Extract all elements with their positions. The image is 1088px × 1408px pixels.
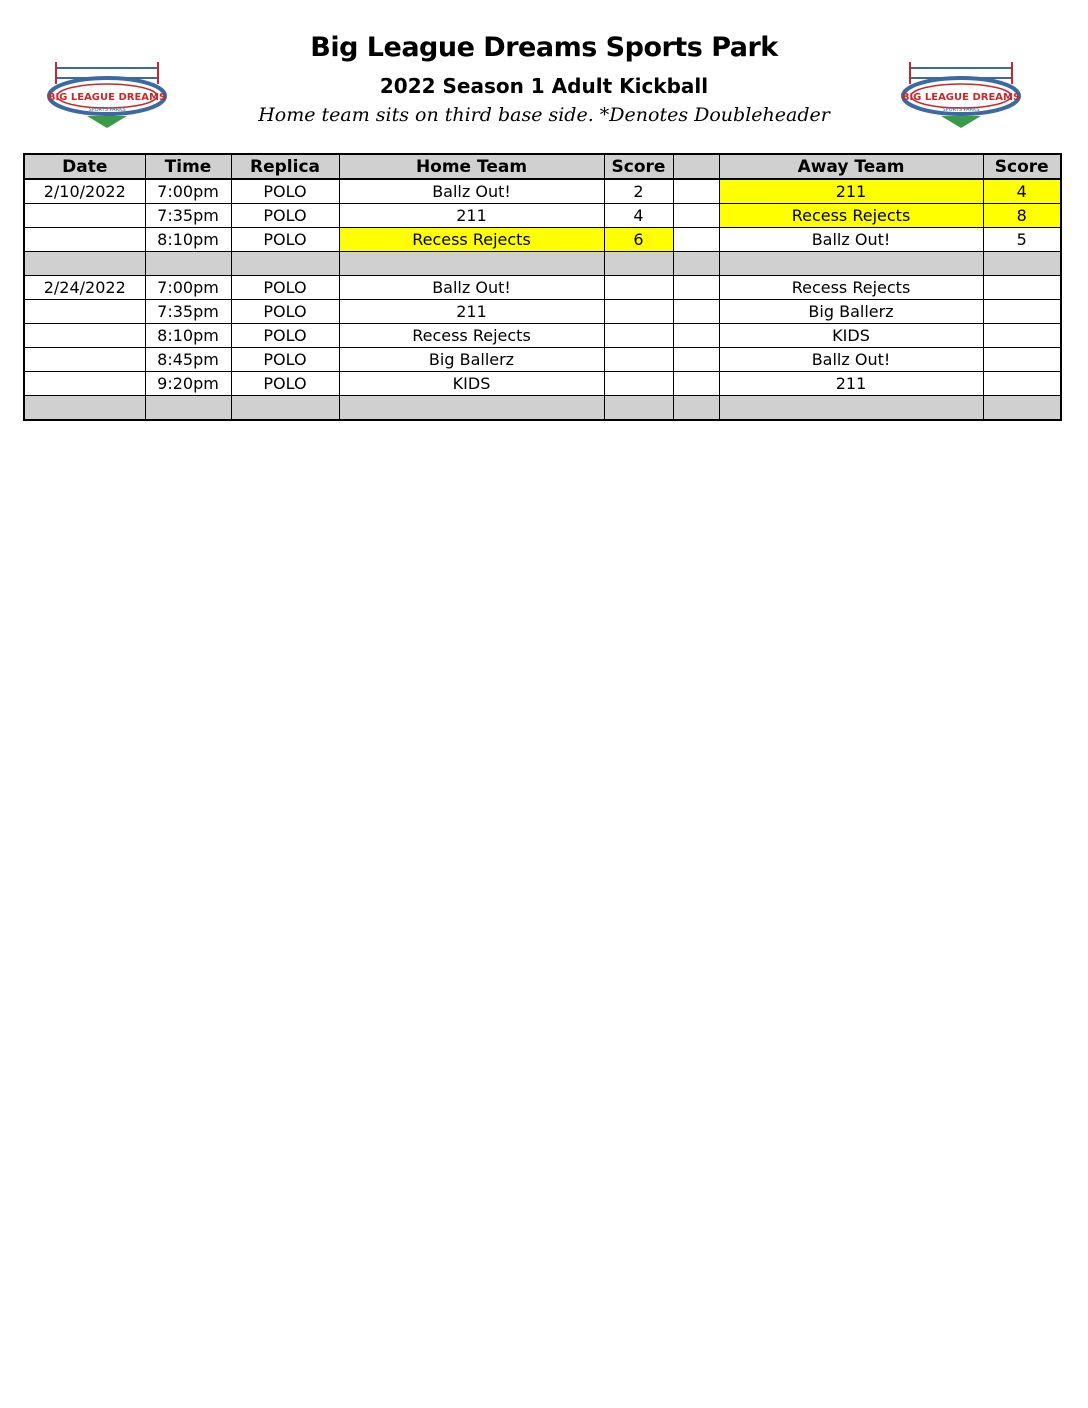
column-header-away-team: Away Team — [719, 154, 983, 179]
svg-text:BIG LEAGUE DREAMS: BIG LEAGUE DREAMS — [901, 92, 1021, 103]
blank-cell — [983, 252, 1061, 276]
replica-cell: POLO — [231, 324, 339, 348]
svg-text:SPORTS PARKS: SPORTS PARKS — [942, 107, 980, 113]
blank-cell — [719, 252, 983, 276]
time-cell: 7:35pm — [145, 300, 231, 324]
date-cell — [24, 300, 145, 324]
replica-cell: POLO — [231, 228, 339, 252]
away-score-cell — [983, 324, 1061, 348]
page-subtitle: 2022 Season 1 Adult Kickball — [379, 74, 709, 98]
table-row — [24, 348, 1061, 372]
table-row — [24, 228, 1061, 252]
time-cell: 7:35pm — [145, 204, 231, 228]
date-cell — [24, 204, 145, 228]
replica-cell: POLO — [231, 348, 339, 372]
home-team-cell: 211 — [339, 204, 604, 228]
column-header-date: Date — [24, 154, 145, 179]
date-cell — [24, 324, 145, 348]
blank-separator-row — [24, 396, 1061, 421]
time-cell: 8:10pm — [145, 228, 231, 252]
time-cell: 9:20pm — [145, 372, 231, 396]
spacer-cell — [673, 348, 719, 372]
home-team-cell: Ballz Out! — [339, 276, 604, 300]
home-team-cell: Ballz Out! — [339, 179, 604, 204]
spacer-cell — [673, 276, 719, 300]
blank-cell — [604, 396, 673, 421]
column-header-spacer — [673, 154, 719, 179]
away-team-cell: Ballz Out! — [719, 348, 983, 372]
column-header-home-score: Score — [604, 154, 673, 179]
home-score-cell: 6 — [604, 228, 673, 252]
replica-cell: POLO — [231, 204, 339, 228]
away-team-cell: Big Ballerz — [719, 300, 983, 324]
away-team-cell: Recess Rejects — [719, 204, 983, 228]
blank-separator-row — [24, 252, 1061, 276]
blank-cell — [719, 396, 983, 421]
home-score-cell — [604, 372, 673, 396]
away-team-cell: Recess Rejects — [719, 276, 983, 300]
away-score-cell — [983, 348, 1061, 372]
away-score-cell: 8 — [983, 204, 1061, 228]
away-score-cell: 5 — [983, 228, 1061, 252]
away-team-cell: Ballz Out! — [719, 228, 983, 252]
date-cell — [24, 228, 145, 252]
home-team-cell: Big Ballerz — [339, 348, 604, 372]
away-score-cell — [983, 276, 1061, 300]
column-header-home-team: Home Team — [339, 154, 604, 179]
blank-cell — [145, 396, 231, 421]
home-score-cell — [604, 300, 673, 324]
blank-cell — [673, 252, 719, 276]
table-row — [24, 276, 1061, 300]
home-team-cell: KIDS — [339, 372, 604, 396]
away-team-cell: 211 — [719, 179, 983, 204]
spacer-cell — [673, 324, 719, 348]
table-row — [24, 300, 1061, 324]
date-cell — [24, 372, 145, 396]
table-row — [24, 324, 1061, 348]
blank-cell — [983, 396, 1061, 421]
home-team-cell: Recess Rejects — [339, 228, 604, 252]
table-row — [24, 204, 1061, 228]
blank-cell — [145, 252, 231, 276]
away-score-cell: 4 — [983, 179, 1061, 204]
spacer-cell — [673, 372, 719, 396]
column-header-replica: Replica — [231, 154, 339, 179]
time-cell: 7:00pm — [145, 179, 231, 204]
time-cell: 7:00pm — [145, 276, 231, 300]
table-row — [24, 179, 1061, 204]
spacer-cell — [673, 300, 719, 324]
date-cell: 2/24/2022 — [24, 276, 145, 300]
column-header-away-score: Score — [983, 154, 1061, 179]
table-header-row — [24, 154, 1061, 179]
home-score-cell — [604, 276, 673, 300]
spacer-cell — [673, 179, 719, 204]
blank-cell — [673, 396, 719, 421]
blank-cell — [339, 252, 604, 276]
schedule-body — [24, 179, 1061, 420]
column-header-time: Time — [145, 154, 231, 179]
blank-cell — [339, 396, 604, 421]
replica-cell: POLO — [231, 179, 339, 204]
away-team-cell: 211 — [719, 372, 983, 396]
big-league-dreams-logo-right — [896, 58, 1026, 132]
blank-cell — [231, 396, 339, 421]
home-score-cell — [604, 324, 673, 348]
home-score-cell: 2 — [604, 179, 673, 204]
replica-cell: POLO — [231, 276, 339, 300]
blank-cell — [24, 252, 145, 276]
away-score-cell — [983, 300, 1061, 324]
home-score-cell — [604, 348, 673, 372]
svg-text:BIG LEAGUE DREAMS: BIG LEAGUE DREAMS — [47, 92, 167, 103]
blank-cell — [231, 252, 339, 276]
svg-text:SPORTS PARKS: SPORTS PARKS — [88, 107, 126, 113]
replica-cell: POLO — [231, 372, 339, 396]
date-cell — [24, 348, 145, 372]
page-header — [0, 0, 1088, 150]
page-title: Big League Dreams Sports Park — [310, 32, 778, 63]
schedule-table — [23, 153, 1062, 421]
date-cell: 2/10/2022 — [24, 179, 145, 204]
spacer-cell — [673, 204, 719, 228]
time-cell: 8:45pm — [145, 348, 231, 372]
away-team-cell: KIDS — [719, 324, 983, 348]
home-team-cell: 211 — [339, 300, 604, 324]
time-cell: 8:10pm — [145, 324, 231, 348]
away-score-cell — [983, 372, 1061, 396]
replica-cell: POLO — [231, 300, 339, 324]
table-row — [24, 372, 1061, 396]
blank-cell — [604, 252, 673, 276]
page-note: Home team sits on third base side. *Denotes Doubleheader — [258, 104, 830, 126]
spacer-cell — [673, 228, 719, 252]
home-team-cell: Recess Rejects — [339, 324, 604, 348]
blank-cell — [24, 396, 145, 421]
home-score-cell: 4 — [604, 204, 673, 228]
